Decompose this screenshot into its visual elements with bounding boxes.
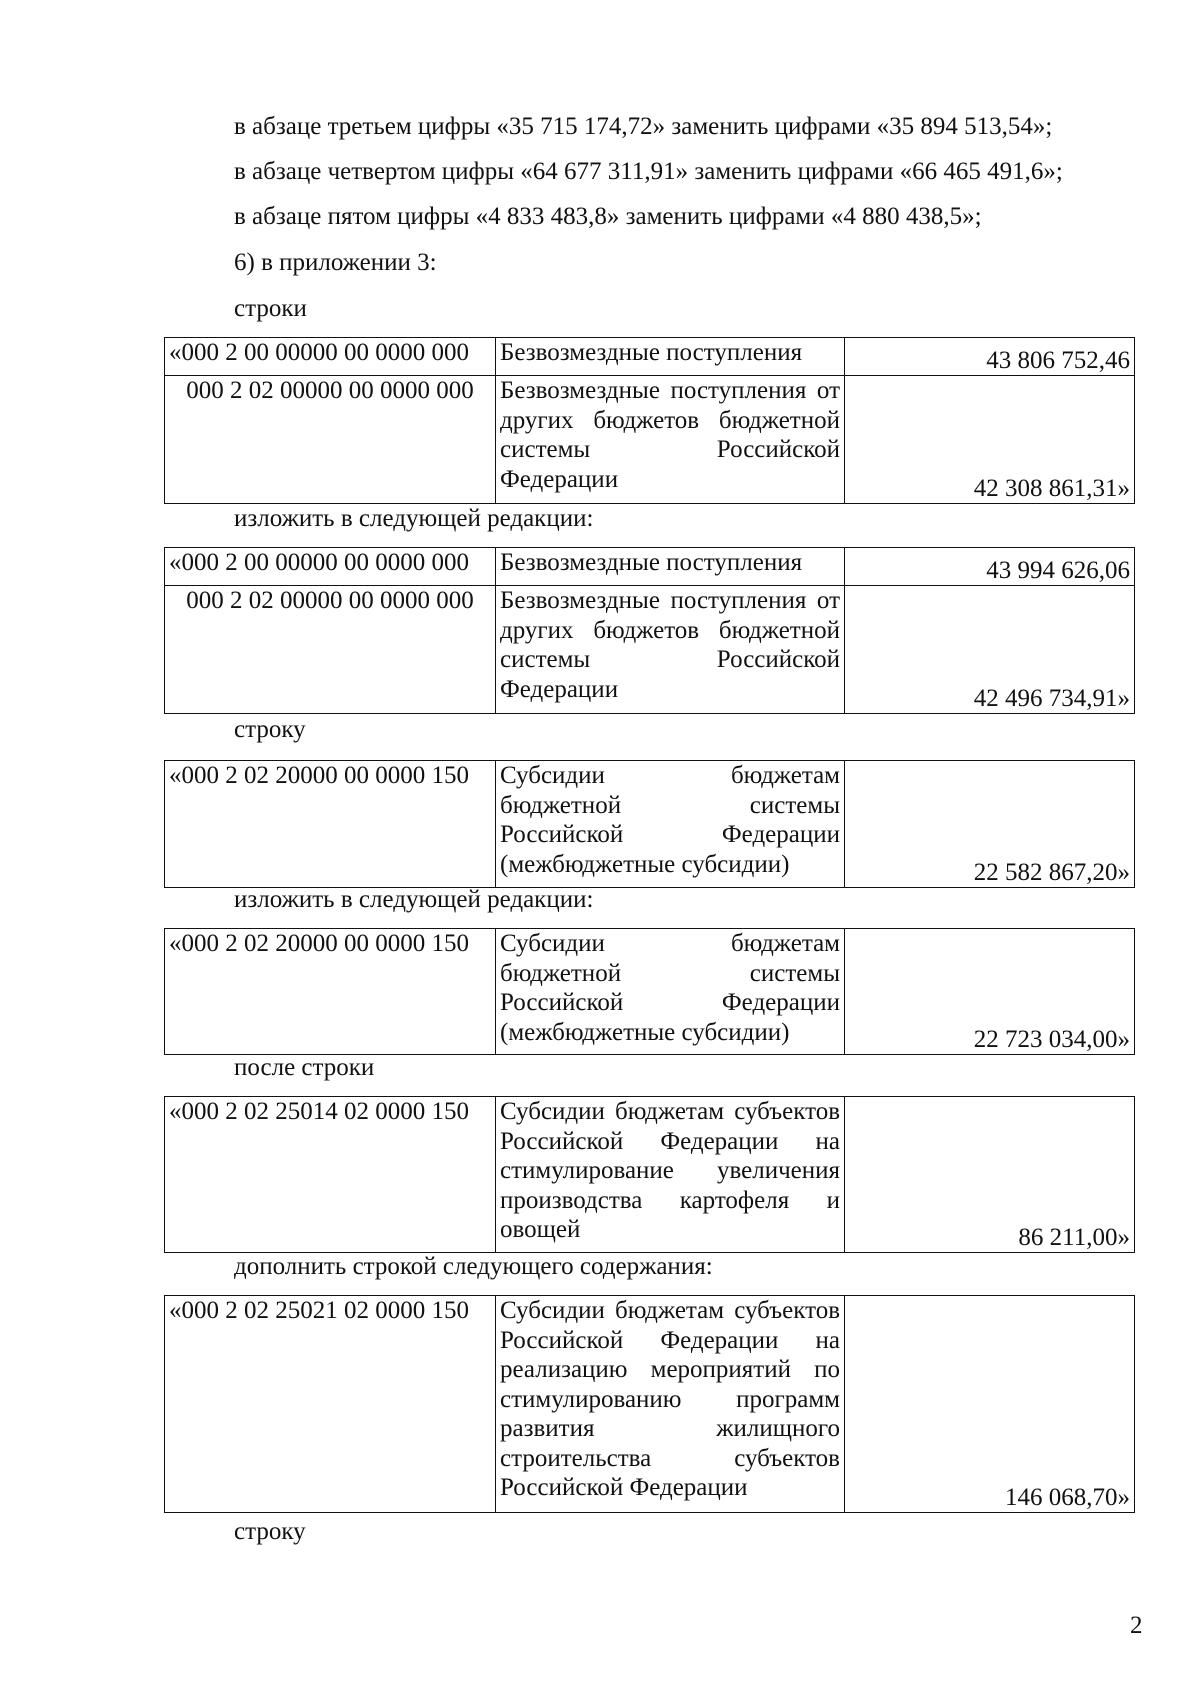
table-3 [164, 760, 1135, 888]
table-1 [164, 337, 1135, 504]
label-after-row: после строки [234, 1054, 375, 1081]
label-rows: строки [234, 295, 307, 322]
table-2 [164, 547, 1135, 714]
sum-cell: 43 806 752,46 [845, 338, 1135, 376]
name-cell: Безвозмездные поступления от других бюджетов бюджетной системы Российской Федерации [496, 586, 845, 714]
label-row: строку [234, 1518, 306, 1545]
page-number: 2 [1130, 1612, 1143, 1639]
paragraph-1: в абзаце третьем цифры «35 715 174,72» заменить цифрами «35 894 513,54»; [234, 113, 1053, 140]
sum-cell: 22 723 034,00» [845, 929, 1135, 1055]
paragraph-4: 6) в приложении 3: [234, 249, 437, 276]
table-row [165, 338, 1135, 376]
table-row [165, 1097, 1135, 1253]
table-row [165, 1296, 1135, 1513]
name-cell: Субсидии бюджетам субъектов Российской Федерации на реализацию мероприятий по стимулированию программ развития жилищного строительства субъектов Российской Федерации [496, 1296, 845, 1513]
sum-cell: 86 211,00» [845, 1097, 1135, 1253]
sum-cell: 42 496 734,91» [845, 586, 1135, 714]
code-cell: 000 2 02 00000 00 0000 000 [165, 586, 496, 714]
table-row [165, 586, 1135, 714]
name-cell: Субсидии бюджетам бюджетной системы Российской Федерации (межбюджетные субсидии) [496, 929, 845, 1055]
table-row [165, 929, 1135, 1055]
code-cell: 000 2 02 00000 00 0000 000 [165, 376, 496, 504]
sum-cell: 43 994 626,06 [845, 548, 1135, 586]
sum-cell: 22 582 867,20» [845, 761, 1135, 888]
paragraph-3: в абзаце пятом цифры «4 833 483,8» заменить цифрами «4 880 438,5»; [234, 203, 982, 230]
code-cell: «000 2 02 25014 02 0000 150 [165, 1097, 496, 1253]
label-new-edition: изложить в следующей редакции: [234, 886, 594, 913]
name-cell: Субсидии бюджетам субъектов Российской Федерации на стимулирование увеличения производства картофеля и овощей [496, 1097, 845, 1253]
table-4 [164, 928, 1135, 1055]
code-cell: «000 2 00 00000 00 0000 000 [165, 338, 496, 376]
table-row [165, 548, 1135, 586]
sum-cell: 42 308 861,31» [845, 376, 1135, 504]
code-cell: «000 2 02 20000 00 0000 150 [165, 929, 496, 1055]
table-5 [164, 1096, 1135, 1253]
code-cell: «000 2 02 20000 00 0000 150 [165, 761, 496, 888]
name-cell: Субсидии бюджетам бюджетной системы Российской Федерации (межбюджетные субсидии) [496, 761, 845, 888]
name-cell: Безвозмездные поступления [496, 548, 845, 586]
paragraph-2: в абзаце четвертом цифры «64 677 311,91» заменить цифрами «66 465 491,6»; [234, 158, 1063, 185]
name-cell: Безвозмездные поступления от других бюджетов бюджетной системы Российской Федерации [496, 376, 845, 504]
label-new-edition: изложить в следующей редакции: [234, 505, 594, 532]
code-cell: «000 2 02 25021 02 0000 150 [165, 1296, 496, 1513]
table-row [165, 761, 1135, 888]
label-add-row: дополнить строкой следующего содержания: [234, 1253, 713, 1280]
label-row: строку [234, 716, 306, 743]
sum-cell: 146 068,70» [845, 1296, 1135, 1513]
table-row [165, 376, 1135, 504]
table-6 [164, 1295, 1135, 1513]
name-cell: Безвозмездные поступления [496, 338, 845, 376]
code-cell: «000 2 00 00000 00 0000 000 [165, 548, 496, 586]
